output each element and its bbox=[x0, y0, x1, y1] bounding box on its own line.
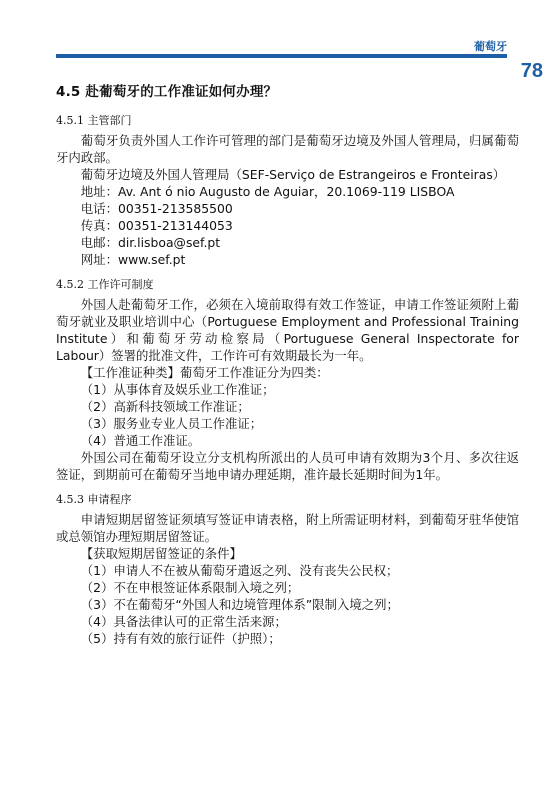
fax-line: 传真：00351-213144053 bbox=[80, 218, 233, 233]
paragraph: 外国人赴葡萄牙工作，必须在入境前取得有效工作签证，申请工作签证须附上葡萄牙就业及职业培训中心（Portuguese Employment and Professional Training Institute）和葡萄牙劳动检察局（Portuguese General Inspectorate for Labour）签署的批准文件，工作许可有效期最长为一年。 bbox=[56, 297, 519, 363]
conditions-intro: 【获取短期居留签证的条件】 bbox=[80, 546, 242, 561]
list-item: （3）服务业专业人员工作准证； bbox=[80, 416, 263, 431]
subsection-body-4-5-3 bbox=[56, 511, 519, 647]
subsection-body-4-5-2 bbox=[56, 296, 519, 483]
list-item: （1）从事体育及娱乐业工作准证； bbox=[80, 382, 275, 397]
types-intro: 【工作准证种类】葡萄牙工作准证分为四类： bbox=[80, 365, 329, 380]
header-rule bbox=[56, 54, 507, 58]
subsection-heading-4-5-3: 4.5.3 申请程序 bbox=[56, 493, 132, 506]
page-number: 78 bbox=[520, 60, 543, 82]
subsection-heading-4-5-2: 4.5.2 工作许可制度 bbox=[56, 278, 154, 291]
paragraph: 葡萄牙边境及外国人管理局（SEF-Serviço de Estrangeiros e Fronteiras） bbox=[80, 167, 506, 182]
section-title: 4.5 赴葡萄牙的工作准证如何办理？ bbox=[56, 84, 278, 100]
page-content bbox=[56, 80, 519, 655]
phone-line: 电话：00351-213585500 bbox=[80, 201, 233, 216]
list-item: （4）具备法律认可的正常生活来源； bbox=[80, 614, 287, 629]
address-line: 地址：Av. Ant ó nio Augusto de Aguiar，20.1069-119 LISBOA bbox=[80, 184, 455, 199]
paragraph: 葡萄牙负责外国人工作许可管理的部门是葡萄牙边境及外国人管理局，归属葡萄牙内政部。 bbox=[56, 133, 519, 165]
email-line: 电邮：dir.lisboa@sef.pt bbox=[80, 235, 221, 250]
list-item: （4）普通工作准证。 bbox=[80, 433, 201, 448]
list-item: （2）高新科技领域工作准证； bbox=[80, 399, 250, 414]
website-line: 网址：www.sef.pt bbox=[80, 252, 186, 267]
subsection-heading-4-5-1: 4.5.1 主管部门 bbox=[56, 114, 132, 127]
list-item: （2）不在申根签证体系限制入境之列； bbox=[80, 580, 300, 595]
list-item: （5）持有有效的旅行证件（护照）； bbox=[80, 631, 281, 646]
paragraph: 申请短期居留签证须填写签证申请表格，附上所需证明材料，到葡萄牙驻华使馆或总领馆办理短期居留签证。 bbox=[56, 512, 519, 544]
list-item: （1）申请人不在被从葡萄牙遣返之列、没有丧失公民权； bbox=[80, 563, 399, 578]
subsection-body-4-5-1 bbox=[56, 132, 519, 268]
list-item: （3）不在葡萄牙“外国人和边境管理体系”限制入境之列； bbox=[80, 597, 399, 612]
header-label: 葡萄牙 bbox=[474, 40, 507, 53]
paragraph: 外国公司在葡萄牙设立分支机构所派出的人员可申请有效期为3个月、多次往返签证，到期前可在葡萄牙当地申请办理延期，准许最长延期时间为1年。 bbox=[56, 450, 519, 482]
